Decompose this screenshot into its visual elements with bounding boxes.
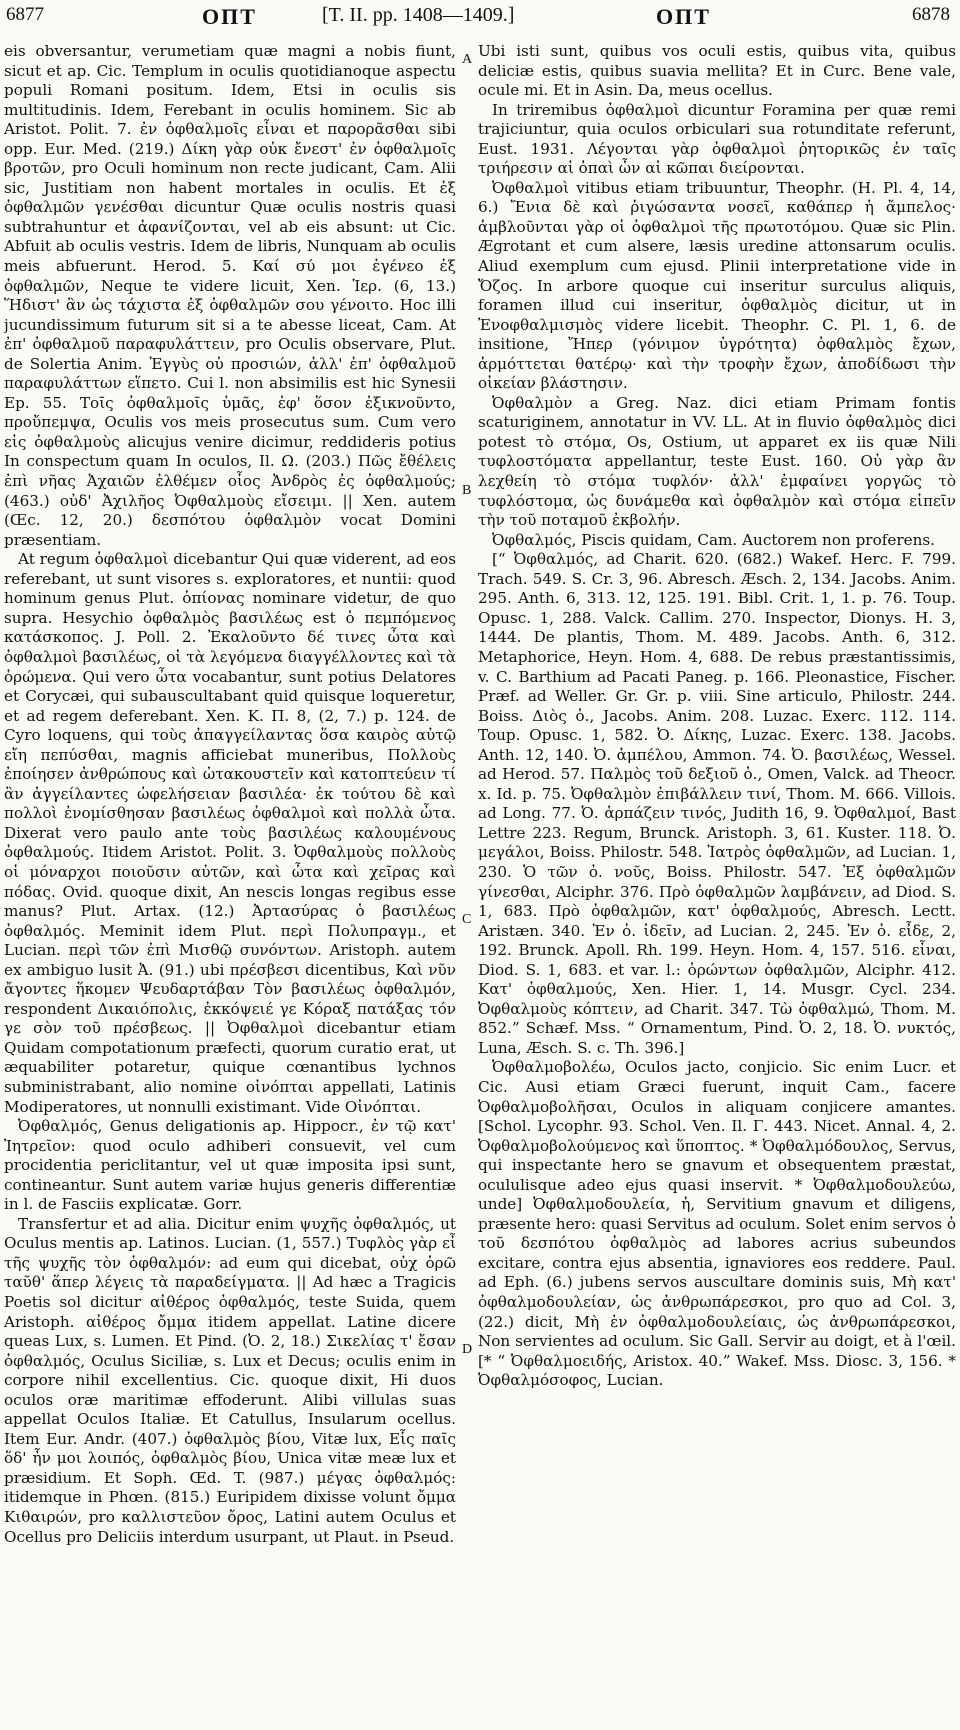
right-paragraph: Ubi isti sunt, quibus vos oculi estis, quibus vita, quibus deliciæ estis, quibus suavia mellita? Et in Curc. Bene vale, ocule mi. Et in Asin. Da, meus ocellus. bbox=[478, 42, 956, 100]
right-page-number: 6878 bbox=[912, 4, 950, 25]
right-paragraph: Ὀφθαλμός, Piscis quidam, Cam. Auctorem non proferens. bbox=[492, 530, 935, 549]
right-paragraph: Ὀφθαλμοβολέω, Oculos jacto, conjicio. Sic enim Lucr. et Cic. Ausi etiam Græci fuerunt, inquit Cam., facere Ὀφθαλμοβολῆσαι, Oculos in aliquam conjicere amantes. [Schol. Lycophr. 93. Schol. Ven. Il. Γ. 443. Nicet. Annal. 4, 2. Ὀφθαλμοβολούμενος καὶ ὕποπτος. * Ὀφθαλμόδουλος, Servus, qui inspectante hero se gnavum et obsequentem præstat, ocululisque adeo ejus quasi inservit. * Ὀφθαλμοδουλεύω, unde] Ὀφθαλμοδουλεία, ἡ, Servitium gnavum et diligens, præsente hero: quasi Servitus ad oculum. Solet enim servos ὁ τοῦ δεσπότου ὀφθαλμὸς ad labores acrius subeundos excitare, contra ejus absentia, ignaviores eos reddere. Paul. ad Eph. (6.) jubens servos auscultare dominis suis, Μὴ κατ' ὀφθαλμοδουλείαν, ὡς ἀνθρωπάρεσκοι, pro quo ad Col. 3, (22.) dicit, Μὴ ἐν ὀφθαλμοδουλείαις, ὡς ἀνθρωπάρεσκοι, Non servientes ad oculum. Sic Gall. Servir au doigt, et à l'œil. [* “ Ὀφθαλμοειδής, Aristox. 40.” Wakef. Mss. Diosc. 3, 156. * Ὀφθαλμόσοφος, Lucian. bbox=[478, 1058, 956, 1390]
right-column bbox=[478, 42, 956, 1722]
left-paragraph: Ὀφθαλμός, Genus deligationis ap. Hippocr., ἐν τῷ κατ' Ἰητρεῖον: quod oculo adhiberi consuevit, vel cum procidentia periclitantur, vel ut quæ imposita ipsi sunt, contineantur. Sunt autem variæ hujus generis differentiæ in l. de Fasciis explicatæ. Gorr. bbox=[4, 1117, 456, 1214]
left-column bbox=[4, 42, 456, 1722]
left-page-number: 6877 bbox=[6, 4, 44, 25]
right-paragraph: [“ Ὀφθαλμός, ad Charit. 620. (682.) Wakef. Herc. F. 799. Trach. 549. S. Cr. 3, 96. Abresch. Æsch. 2, 134. Jacobs. Anim. 295. Anth. 6, 313. 12, 125. 191. Bibl. Crit. 1, 1. p. 76. Toup. Opusc. 1, 288. Valck. Callim. 270. Inspector, Dionys. H. 3, 1444. De plantis, Thom. M. 489. Jacobs. Anth. 6, 312. Metaphorice, Heyn. Hom. 4, 688. De rebus præstantissimis, v. C. Barthium ad Pacati Paneg. p. 166. Pleonastice, Fischer. Præf. ad Weller. Gr. Gr. p. viii. Sine articulo, Philostr. 244. Boiss. Διὸς ὁ., Jacobs. Anim. 208. Luzac. Exerc. 112. 114. Toup. Opusc. 1, 582. Ὀ. Δίκης, Luzac. Exerc. 138. Jacobs. Anth. 12, 140. Ὀ. ἀμπέλου, Ammon. 74. Ὀ. βασιλέως, Wessel. ad Herod. 57. Παλμὸς τοῦ δεξιοῦ ὀ., Omen, Valck. ad Theocr. x. Id. p. 75. Ὀφθαλμὸν ἐπιβάλλειν τινί, Thom. M. 666. Villois. ad Long. 77. Ὀ. ἁρπάζειν τινός, Judith 16, 9. Ὀφθαλμοί, Bast Lettre 223. Regum, Brunck. Aristoph. 3, 61. Kuster. 118. Ὀ. μεγάλοι, Boiss. Philostr. 548. Ἰατρὸς ὀφθαλμῶν, ad Lucian. 1, 230. Ὁ τῶν ὀ. νοῦς, Boiss. Philostr. 547. Ἐξ ὀφθαλμῶν γίνεσθαι, Alciphr. 376. Πρὸ ὀφθαλμῶν λαμβάνειν, ad Diod. S. 1, 683. Πρὸ ὀφθαλμῶν, κατ' ὀφθαλμούς, Abresch. Lectt. Aristæn. 340. Ἐν ὀ. ἰδεῖν, ad Lucian. 2, 245. Ἐν ὀ. εἶδε, 2, 192. Brunck. Apoll. Rh. 199. Heyn. Hom. 4, 157. 516. εἶναι, Diod. S. 1, 683. et var. l.: ὁρώντων ὀφθαλμῶν, Alciphr. 412. Κατ' ὀφθαλμούς, Xen. Hier. 1, 14. Musgr. Cycl. 234. Ὀφθαλμοὺς κόπτειν, ad Charit. 347. Τὼ ὀφθαλμώ, Thom. M. 852.” Schæf. Mss. “ Ornamentum, Pind. Ὀ. 2, 18. Ὀ. νυκτός, Luna, Æsch. S. c. Th. 396.] bbox=[478, 550, 956, 1057]
right-paragraph: Ὀφθαλμὸν a Greg. Naz. dici etiam Primam fontis scaturiginem, annotatur in VV. LL. At in fluvio ὀφθαλμὸς dici potest τὸ στόμα, Os, Ostium, ut apparet ex iis quæ Nili τυφλοστόματα appellantur, teste Eust. 160. Οὐ γὰρ ἂν λεχθείη τὸ στόμα τυφλόν· ἀλλ' ἐμφαίνει γοργῶς τὸ τυφλόστομα, ὡς δυνάμεθα καὶ ὀφθαλμὸν καὶ στόμα εἰπεῖν τὴν τοῦ ποταμοῦ ἐκβολήν. bbox=[478, 393, 956, 530]
right-paragraph: Ὀφθαλμοὶ vitibus etiam tribuuntur, Theophr. (H. Pl. 4, 14, 6.) Ἔνια δὲ καὶ ῥιγώσαντα νοσεῖ, καθάπερ ἡ ἄμπελος· ἀμβλοῦνται γὰρ οἱ ὀφθαλμοὶ τῆς πρωτοτόμου. Quæ sic Plin. Ægrotant et cum alsere, læsis uredine attonsarum oculis. Aliud exemplum cum ejusd. Plinii interpretatione vide in Ὄζος. In arbore quoque cui inseritur surculus aliquis, foramen illud cui inseritur, ὀφθαλμὸς dicitur, ut in Ἐνοφθαλμισμὸς videre licebit. Theophr. C. Pl. 1, 6. de insitione, Ἤπερ (γόνιμον ὑγρότητα) ὀφθαλμὸς ἔχων, ἁρμόττεται θατέρῳ· καὶ τὴν τροφὴν ἔχων, ἀποδίδωσι τὴν οἰκείαν βλάστησιν. bbox=[478, 178, 956, 393]
margin-marker-b: B bbox=[462, 483, 472, 498]
left-paragraph: At regum ὀφθαλμοὶ dicebantur Qui quæ viderent, ad eos referebant, ut sunt visores s. exploratores, et nuntii: quod hominum genus Plut. ὀπίονας nominare videtur, de quo supra. Hesychio ὀφθαλμὸς βασιλέως est ὁ πεμπόμενος κατάσκοπος. J. Poll. 2. Ἐκαλοῦντο δέ τινες ὦτα καὶ ὀφθαλμοὶ βασιλέως, οἱ τὰ λεγόμενα διαγγέλλοντες καὶ τὰ ὁρώμενα. Qui vero ὦτα vocabantur, sunt potius Delatores et Corycæi, qui subauscultabant quid quisque loqueretur, et ad regem deferebant. Xen. K. Π. 8, (2, 7.) p. 124. de Cyro loquens, qui τοὺς ἀπαγγείλαντας ὅσα καιρὸς αὐτῷ εἴη πεπύσθαι, magnis afficiebat muneribus, Πολλοὺς ἐποίησεν ἀνθρώπους καὶ ὠτακουστεῖν καὶ κατοπτεύειν τί ἂν ἀγγείλαντες ὠφελήσειαν βασιλέα· ἐκ τούτου δὲ καὶ πολλοὶ ἐνομίσθησαν βασιλέως ὀφθαλμοὶ καὶ πολλὰ ὦτα. Dixerat vero paulo ante τοὺς βασιλέως καλουμένους ὀφθαλμούς. Itidem Aristot. Polit. 3. Ὀφθαλμοὺς πολλοὺς οἱ μόναρχοι ποιοῦσιν αὐτῶν, καὶ ὦτα καὶ χεῖρας καὶ πόδας. Ovid. quoque dixit, An nescis longas regibus esse manus? Plut. Artax. (12.) Ἀρτασύρας ὁ βασιλέως ὀφθαλμός. Meminit idem Plut. περὶ Πολυπραγμ., et Lucian. περὶ τῶν ἐπὶ Μισθῷ συνόντων. Aristoph. autem ex ambiguo lusit Ἀ. (91.) ubi πρέσβεσι dicentibus, Καὶ νῦν ἄγοντες ἥκομεν Ψευδαρτάβαν Τὸν βασιλέως ὀφθαλμόν, respondent Δικαιόπολις, ἐκκόψειέ γε Κόραξ πατάξας τόν γε σὸν τοῦ πρέσβεως. || Ὀφθαλμοὶ dicebantur etiam Quidam compotationum præfecti, quorum curatio erat, ut æquabiliter potaretur, quique cœnantibus lychnos subministrabant, alio nomine οἰνόπται appellati, Latinis Modiperatores, ut nonnulli existimant. Vide Οἰνόπται. bbox=[4, 550, 456, 1116]
left-paragraph: eis obversantur, verumetiam quæ magni a nobis fiunt, sicut et ap. Cic. Templum in oculis quotidianoque aspectu populi Romani positum. Idem, Etsi in oculis sis multitudinis. Idem, Ferebant in oculis hominem. Sic ab Aristot. Polit. 7. ἐν ὀφθαλμοῖς εἶναι et παρορᾶσθαι sibi opp. Eur. Med. (219.) Δίκη γὰρ οὐκ ἔνεστ' ἐν ὀφθαλμοῖς βροτῶν, pro Oculi hominum non recte judicant, Cam. Alii sic, Justitiam non habent mortales in oculis. Et ἐξ ὀφθαλμῶν γενέσθαι dicuntur Quæ oculis nostris quasi subtrahuntur et ἀφανίζονται, vel ab eis absunt: ut Cic. Abfuit ab oculis vestris. Idem de libris, Nunquam ab oculis meis abfuerunt. Herod. 5. Καί σύ μοι ἐγένεο ἐξ ὀφθαλμῶν, Neque te videre licuit, Xen. Ἱερ. (6, 13.) Ἥδιστ' ἂν ὡς τάχιστα ἐξ ὀφθαλμῶν σου γένοιτο. Hoc illi jucundissimum futurum sit si a te abesse liceat, Cam. At ἐπ' ὀφθαλμοῦ παραφυλάττειν, pro Oculis observare, Plut. de Solertia Anim. Ἐγγὺς οὐ προσιών, ἀλλ' ἐπ' ὀφθαλμοῦ παραφυλάττων εἵπετο. Cui l. non absimilis est hic Synesii Ep. 55. Τοῖς ὀφθαλμοῖς ὑμᾶς, ἐφ' ὅσον ἐξικνοῦντο, προὔπεμψα, Oculis vos meis prosecutus sum. Cum vero εἰς ὀφθαλμοὺς alicujus venire dicimur, reddideris potius In conspectum quam In oculos, Il. Ω. (203.) Πῶς ἔθέλεις ἐπὶ νῆας Ἀχαιῶν ἐλθέμεν οἶος Ἀνδρὸς ἐς ὀφθαλμούς; (463.) οὐδ' Ἀχιλῆος Ὀφθαλμοὺς εἴσειμι. || Xen. autem (Œc. 12, 20.) δεσπότου ὀφθαλμὸν vocat Domini præsentiam. bbox=[4, 42, 456, 549]
right-running-head: ΟΠΤ bbox=[656, 4, 711, 29]
page-range: [T. II. pp. 1408—1409.] bbox=[322, 4, 515, 26]
page-header bbox=[0, 0, 960, 44]
margin-marker-d: D bbox=[462, 1342, 473, 1357]
left-paragraph: Transfertur et ad alia. Dicitur enim ψυχῆς ὀφθαλμός, ut Oculus mentis ap. Latinos. Lucian. (1, 557.) Τυφλὸς γὰρ εἶ τῆς ψυχῆς τὸν ὀφθαλμόν: ad eum qui dicebat, οὐχ ὁρῶ ταῦθ' ἅπερ λέγεις τὰ παραδείγματα. || Ad hæc a Tragicis Poetis sol dicitur αἰθέρος ὀφθαλμός, teste Suida, quem Aristoph. αἰθέρος ὄμμα itidem appellat. Latine dicere queas Lux, s. Lumen. Et Pind. (Ὀ. 2, 18.) Σικελίας τ' ἔσαν ὀφθαλμός, Oculus Siciliæ, s. Lux et Decus; oculis enim in corpore nihil excellentius. Cic. quoque dixit, Hi duos oculos oræ maritimæ effoderunt. Alibi villulas suas appellat Oculos Italiæ. Et Catullus, Insularum ocellus. Item Eur. Andr. (407.) ὀφθαλμὸς βίου, Vitæ lux, Εἷς παῖς ὅδ' ἦν μοι λοιπός, ὀφθαλμὸς βίου, Unica vitæ meæ lux et præsidium. Et Soph. Œd. T. (987.) μέγας ὀφθαλμός: itidemque in Phœn. (815.) Euripidem dixisse volunt ὄμμα Κιθαιρών, pro καλλιστεῦον ὄρος, Latini autem Oculus et Ocellus pro Deliciis interdum usurpant, ut Plaut. in Pseud. bbox=[4, 1214, 456, 1546]
margin-marker-a: A bbox=[462, 52, 473, 67]
right-paragraph: In triremibus ὀφθαλμοὶ dicuntur Foramina per quæ remi trajiciuntur, quia oculos orbiculari sua rotunditate referunt, Eust. 1931. Λέγονται γὰρ ὀφθαλμοὶ ῥητορικῶς ἐν ταῖς τριήρεσιν αἱ ὀπαὶ ὧν αἱ κῶπαι διείρονται. bbox=[478, 100, 956, 178]
left-running-head: ΟΠΤ bbox=[202, 4, 257, 29]
margin-marker-c: C bbox=[462, 912, 472, 927]
